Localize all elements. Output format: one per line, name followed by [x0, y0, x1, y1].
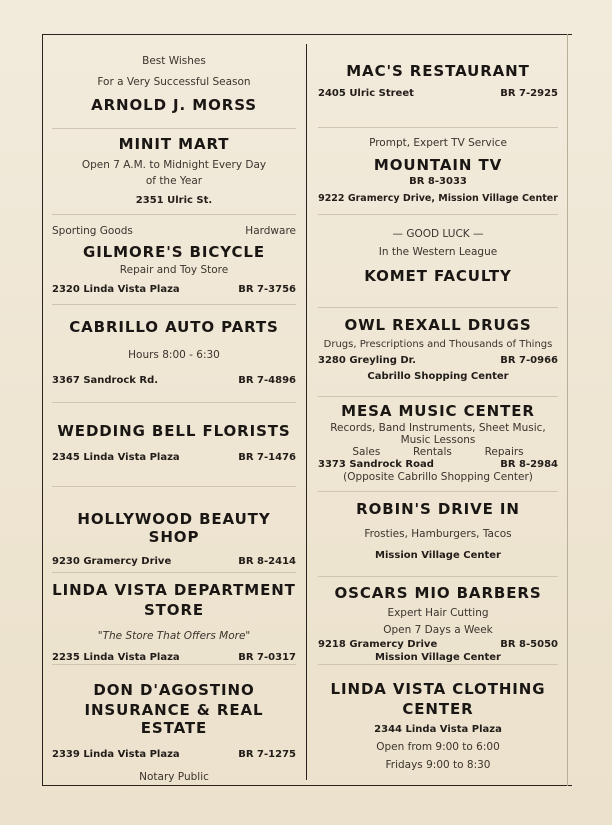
ad-mesa-music-center: [318, 402, 558, 483]
dept-address: 2235 Linda Vista Plaza: [52, 652, 180, 663]
oscars-name: OSCARS MIO BARBERS: [334, 584, 542, 602]
ad-wedding-bell-florists: [52, 422, 296, 463]
robins-name: ROBIN'S DRIVE IN: [356, 500, 520, 518]
rule: [52, 402, 296, 403]
oscars-line-1: Expert Hair Cutting: [387, 607, 489, 619]
oscars-contact: [318, 639, 558, 650]
wedding-address: 2345 Linda Vista Plaza: [52, 452, 180, 463]
gilmore-address: 2320 Linda Vista Plaza: [52, 284, 180, 295]
hollywood-contact: [52, 556, 296, 567]
hollywood-name: HOLLYWOOD BEAUTY SHOP: [77, 510, 271, 546]
don-contact: [52, 749, 296, 760]
komet-line-1: — GOOD LUCK —: [392, 228, 484, 240]
don-name-line-2: INSURANCE & REAL ESTATE: [84, 701, 264, 737]
cabrillo-contact: [52, 375, 296, 386]
rule: [318, 396, 558, 397]
gilmore-phone: BR 7-3756: [238, 284, 296, 295]
ad-linda-vista-department-store: [52, 581, 296, 663]
ad-cabrillo-auto-parts: [52, 318, 296, 386]
gilmore-name: GILMORE'S BICYCLE: [82, 243, 265, 261]
clothing-hours-1: Open from 9:00 to 6:00: [376, 741, 500, 753]
minit-line-1: Open 7 A.M. to Midnight Every Day: [81, 159, 267, 171]
mountain-tagline: Prompt, Expert TV Service: [369, 137, 507, 149]
wedding-phone: BR 7-1476: [238, 452, 296, 463]
ad-oscars-mio-barbers: [318, 584, 558, 663]
rule: [52, 128, 296, 129]
rule: [318, 127, 558, 128]
don-note: Notary Public: [139, 771, 209, 783]
dept-name-line-2: STORE: [143, 601, 205, 619]
mountain-phone: BR 8-3033: [409, 176, 467, 187]
mountain-address: 9222 Gramercy Drive, Mission Village Center: [318, 193, 558, 204]
oscars-line-2: Open 7 Days a Week: [383, 624, 493, 636]
don-phone: BR 7-1275: [238, 749, 296, 760]
macs-address: 2405 Ulric Street: [318, 88, 414, 99]
ad-macs-restaurant: [318, 62, 558, 99]
owl-contact: [318, 355, 558, 366]
cabrillo-address: 3367 Sandrock Rd.: [52, 375, 159, 386]
ad-owl-rexall-drugs: [318, 316, 558, 382]
minit-address: 2351 Ulric St.: [135, 195, 213, 206]
cabrillo-hours: Hours 8:00 - 6:30: [128, 349, 220, 361]
ad-gilmores-bicycle: [52, 224, 296, 295]
mountain-name: MOUNTAIN TV: [373, 156, 503, 174]
page-frame-right-edge: [567, 34, 568, 786]
morss-name: ARNOLD J. MORSS: [91, 96, 257, 114]
oscars-center: Mission Village Center: [375, 652, 501, 663]
owl-tagline: Drugs, Prescriptions and Thousands of Things: [323, 339, 553, 350]
rule: [52, 304, 296, 305]
gilmore-right-label: Hardware: [245, 225, 296, 237]
macs-phone: BR 7-2925: [500, 88, 558, 99]
rule: [318, 664, 558, 665]
hollywood-address: 9230 Gramercy Drive: [52, 556, 172, 567]
oscars-address: 9218 Gramercy Drive: [318, 639, 438, 650]
robins-center: Mission Village Center: [375, 550, 501, 561]
ad-don-dagostino: [52, 681, 296, 784]
mesa-service-sales: Sales: [352, 446, 381, 458]
ad-robins-drive-in: [318, 500, 558, 561]
ad-minit-mart: [52, 135, 296, 206]
rule: [52, 486, 296, 487]
mesa-services: [318, 446, 558, 458]
mesa-service-rentals: Rentals: [412, 446, 452, 458]
mesa-contact: [318, 459, 558, 470]
rule: [52, 572, 296, 573]
morss-line-2: For a Very Successful Season: [97, 76, 251, 88]
cabrillo-name: CABRILLO AUTO PARTS: [69, 318, 279, 336]
rule: [52, 664, 296, 665]
mesa-line-2: Music Lessons: [400, 434, 476, 446]
ad-linda-vista-clothing-center: [318, 680, 558, 772]
dept-contact: [52, 652, 296, 663]
minit-name: MINIT MART: [118, 135, 230, 153]
mesa-line-1: Records, Band Instruments, Sheet Music,: [330, 422, 546, 434]
dept-name-line-1: LINDA VISTA DEPARTMENT: [52, 581, 296, 599]
wedding-name: WEDDING BELL FLORISTS: [57, 422, 291, 440]
ad-mountain-tv: [318, 136, 558, 204]
morss-line-1: Best Wishes: [142, 55, 206, 67]
gilmore-tagline: Repair and Toy Store: [119, 264, 229, 276]
ad-hollywood-beauty-shop: [52, 510, 296, 567]
owl-name: OWL REXALL DRUGS: [344, 316, 532, 334]
clothing-name-line-1: LINDA VISTA CLOTHING: [330, 680, 546, 698]
oscars-phone: BR 8-5050: [500, 639, 558, 650]
owl-center: Cabrillo Shopping Center: [367, 371, 509, 382]
mesa-name: MESA MUSIC CENTER: [341, 402, 535, 420]
rule: [318, 576, 558, 577]
gilmore-left-label: Sporting Goods: [52, 225, 133, 237]
column-divider: [306, 44, 307, 780]
owl-address: 3280 Greyling Dr.: [318, 355, 416, 366]
cabrillo-phone: BR 7-4896: [238, 375, 296, 386]
gilmore-categories: [52, 224, 296, 238]
gilmore-contact: [52, 284, 296, 295]
macs-contact: [318, 88, 558, 99]
minit-line-2: of the Year: [145, 175, 203, 187]
komet-name: KOMET FACULTY: [364, 267, 512, 285]
macs-name: MAC'S RESTAURANT: [346, 62, 530, 80]
hollywood-phone: BR 8-2414: [238, 556, 296, 567]
rule: [52, 214, 296, 215]
dept-phone: BR 7-0317: [238, 652, 296, 663]
owl-phone: BR 7-0966: [500, 355, 558, 366]
komet-line-2: In the Western League: [378, 246, 498, 258]
don-name-line-1: DON D'AGOSTINO: [93, 681, 255, 699]
clothing-address: 2344 Linda Vista Plaza: [374, 724, 502, 735]
rule: [318, 214, 558, 215]
don-address: 2339 Linda Vista Plaza: [52, 749, 180, 760]
clothing-name-line-2: CENTER: [402, 700, 474, 718]
mesa-service-repairs: Repairs: [484, 446, 524, 458]
robins-tagline: Frosties, Hamburgers, Tacos: [364, 528, 512, 540]
clothing-hours-2: Fridays 9:00 to 8:30: [385, 759, 491, 771]
mesa-note: (Opposite Cabrillo Shopping Center): [343, 471, 533, 483]
dept-tagline: "The Store That Offers More": [97, 630, 251, 642]
wedding-contact: [52, 452, 296, 463]
mesa-address: 3373 Sandrock Road: [318, 459, 434, 470]
ad-komet-faculty: [318, 227, 558, 285]
rule: [318, 491, 558, 492]
mesa-phone: BR 8-2984: [500, 459, 558, 470]
rule: [318, 307, 558, 308]
ad-arnold-morss: [52, 54, 296, 114]
